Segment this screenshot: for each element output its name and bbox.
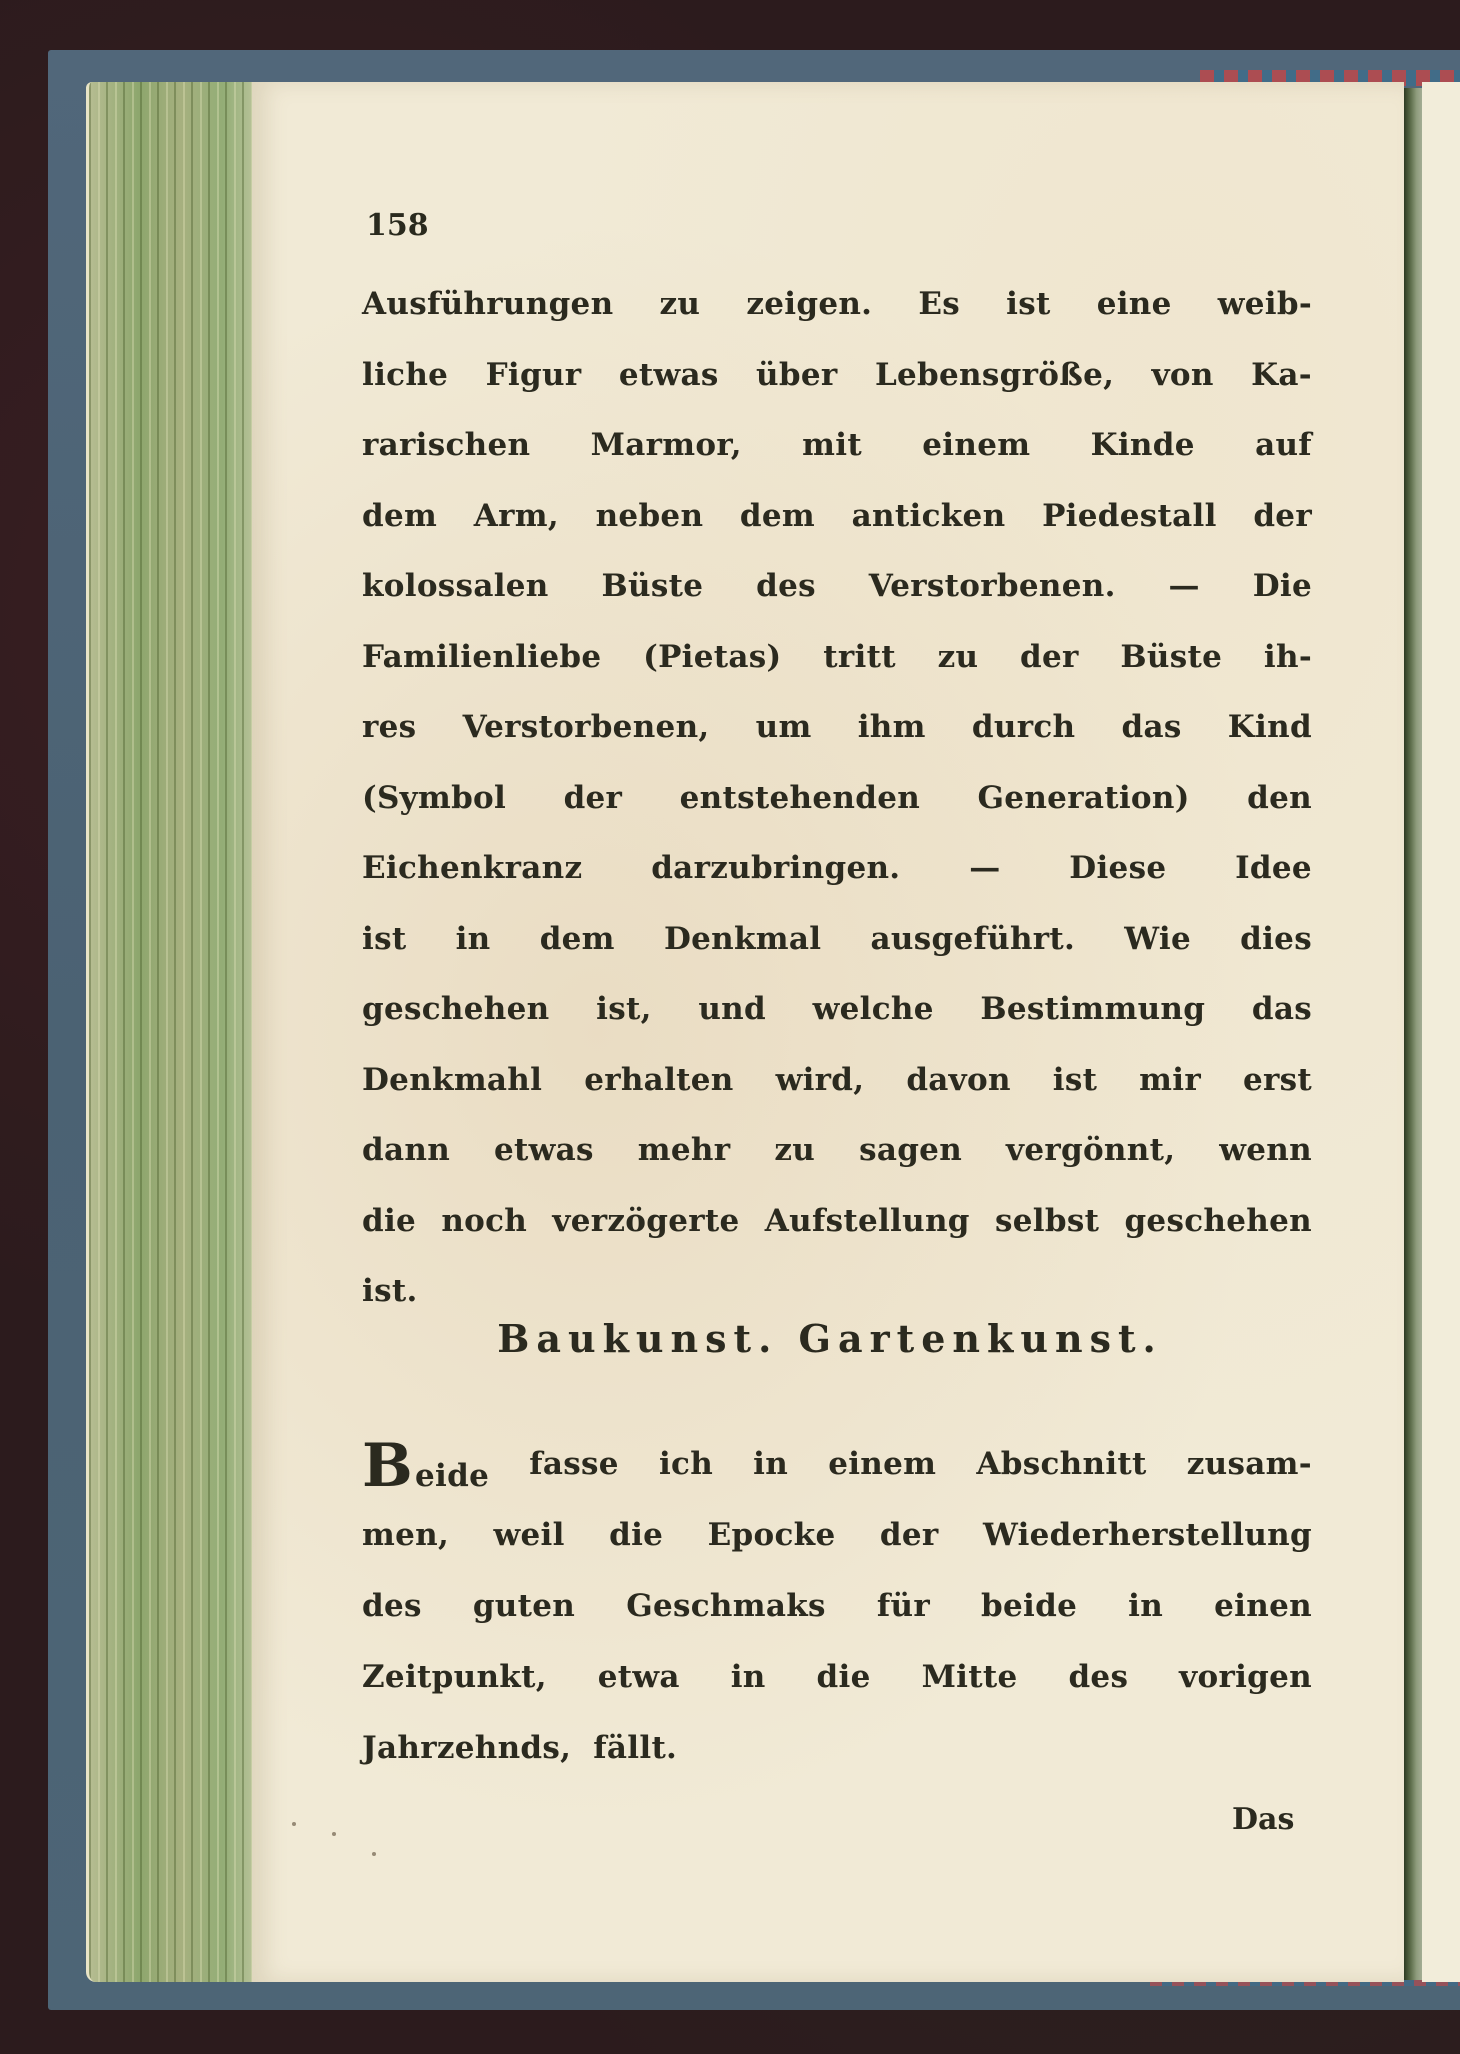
word: Kinde (1090, 427, 1195, 463)
word: ist (1052, 1061, 1098, 1098)
word: um (755, 709, 812, 745)
word: Die (1252, 568, 1312, 604)
word: selbst (995, 1202, 1100, 1239)
word: fällt. (593, 1730, 678, 1766)
word: Familienliebe (362, 638, 602, 675)
word: Bestimmung (980, 991, 1206, 1027)
word: etwas (494, 1132, 594, 1168)
word: die (609, 1517, 664, 1553)
text-line (362, 780, 1312, 840)
word: noch (441, 1202, 528, 1239)
text-line (362, 1517, 1312, 1577)
book-gutter (1404, 88, 1422, 1980)
word: ausgeführt. (870, 920, 1076, 957)
word: der (563, 779, 623, 816)
word: der (1020, 638, 1079, 675)
text-line (362, 991, 1312, 1051)
word: die (816, 1659, 871, 1695)
word: einem (828, 1446, 937, 1482)
word: kolossalen (362, 568, 549, 604)
word: — (969, 850, 1001, 886)
word: Epocke (707, 1517, 836, 1553)
word: der (879, 1517, 939, 1553)
word: in (753, 1446, 789, 1482)
word: Kind (1227, 709, 1312, 745)
word: das (1251, 991, 1312, 1027)
word: Mitte (921, 1659, 1018, 1695)
word: ist (362, 920, 407, 957)
text-line (362, 850, 1312, 910)
word: Lebensgröße, (874, 356, 1115, 393)
word: Generation) (977, 779, 1190, 816)
text-line (362, 357, 1312, 417)
word: Verstorbenen, (462, 709, 710, 745)
word: ich (658, 1446, 714, 1482)
word: Beide (362, 1431, 490, 1501)
word: etwas (618, 356, 719, 393)
word: — (1168, 568, 1200, 604)
word: mir (1139, 1061, 1201, 1098)
word: zusam- (1186, 1446, 1312, 1482)
right-page-edge (1422, 82, 1460, 1982)
text-line (362, 1659, 1312, 1719)
word: mit (802, 427, 862, 463)
word: den (1247, 779, 1312, 816)
word: rarischen (362, 427, 531, 463)
word: der (1253, 497, 1312, 534)
word: von (1151, 356, 1214, 393)
word: weil (493, 1517, 565, 1553)
word: eine (1096, 286, 1172, 322)
drop-cap: B (362, 1431, 414, 1501)
word: Denkmahl (362, 1061, 543, 1098)
text-line (362, 427, 1312, 487)
word: Denkmal (663, 920, 822, 957)
word: des (756, 568, 816, 604)
word: entstehenden (679, 779, 921, 816)
word: anticken (851, 497, 1006, 534)
word: dies (1240, 920, 1312, 957)
word: zu (774, 1132, 816, 1168)
word: tritt (823, 638, 896, 675)
word: darzubringen. (651, 850, 901, 886)
word: Verstorbenen. (868, 568, 1116, 604)
word: des (362, 1588, 422, 1624)
text-line (362, 1132, 1312, 1192)
word: zeigen. (746, 286, 873, 322)
word: für (876, 1588, 930, 1624)
word: Geschmaks (626, 1588, 826, 1624)
word: dann (362, 1132, 451, 1168)
section-heading: Baukunst. Gartenkunst. (497, 1316, 1163, 1361)
word: Marmor, (590, 427, 742, 463)
word: in (730, 1659, 766, 1695)
word: einem (922, 427, 1031, 463)
page-edges-stack (86, 82, 256, 1982)
word: zu (937, 638, 979, 675)
word: einen (1214, 1588, 1312, 1624)
word: weib- (1217, 286, 1312, 322)
text-line (362, 1062, 1312, 1122)
word: ih- (1263, 638, 1312, 675)
word: wird, (775, 1061, 865, 1098)
word: neben (595, 497, 704, 534)
word: geschehen (1124, 1202, 1312, 1239)
word: zu (659, 286, 701, 322)
word: Wie (1124, 920, 1191, 957)
word: in (455, 920, 491, 957)
word: erst (1242, 1061, 1312, 1098)
word: res (362, 709, 417, 745)
word: Jahrzehnds, (362, 1730, 572, 1766)
word: fasse (529, 1446, 619, 1482)
text-line (362, 1730, 1312, 1790)
word: über (756, 356, 838, 393)
paper-fleck (372, 1852, 376, 1856)
word: ist. (362, 1273, 418, 1309)
word: Zeitpunkt, (362, 1659, 547, 1695)
paper-fleck (332, 1832, 336, 1836)
word: in (1128, 1588, 1164, 1624)
word: (Pietas) (643, 638, 782, 675)
word: die (362, 1202, 417, 1239)
word: Ausführungen (362, 286, 614, 322)
word: Piedestall (1042, 497, 1217, 534)
word: beide (981, 1588, 1078, 1624)
word: Abschnitt (976, 1446, 1147, 1482)
word: des (1068, 1659, 1129, 1695)
word: das (1121, 709, 1182, 745)
word: men, (362, 1517, 450, 1553)
word: liche (362, 356, 449, 393)
text-line (362, 1431, 1312, 1506)
text-line (362, 286, 1312, 346)
word: ist (1006, 286, 1051, 322)
word: mehr (637, 1132, 731, 1168)
text-line (362, 709, 1312, 769)
word: (Symbol (362, 779, 507, 816)
word: Aufstellung (764, 1202, 970, 1239)
word: guten (472, 1588, 576, 1624)
word: auf (1255, 427, 1312, 463)
word: Büste (1120, 638, 1223, 675)
page-number: 158 (366, 208, 429, 243)
word: ihm (857, 709, 926, 745)
text-line (362, 921, 1312, 981)
text-line (362, 498, 1312, 558)
word: welche (812, 991, 934, 1027)
word: dem (539, 920, 615, 957)
word: davon (906, 1061, 1011, 1098)
word: dem (739, 497, 816, 534)
word: Figur (485, 356, 582, 393)
word: Diese (1069, 850, 1167, 886)
word: Es (918, 286, 961, 322)
text-line (362, 639, 1312, 699)
text-line (362, 1203, 1312, 1263)
word: Eichenkranz (362, 850, 583, 886)
text-line (362, 1588, 1312, 1648)
word: vergönnt, (1006, 1132, 1176, 1168)
text-line (362, 568, 1312, 628)
word: wenn (1219, 1132, 1312, 1168)
word: etwa (597, 1659, 680, 1695)
word: Ka- (1251, 356, 1312, 393)
word: geschehen (362, 991, 550, 1027)
word: Wiederherstellung (983, 1517, 1312, 1553)
word: vorigen (1179, 1659, 1312, 1695)
paper-fleck (292, 1822, 296, 1826)
word: Büste (601, 568, 704, 604)
word: Arm, (473, 497, 559, 534)
catchword: Das (1232, 1802, 1295, 1837)
word: dem (362, 497, 438, 534)
word: verzögerte (552, 1202, 740, 1239)
word: erhalten (584, 1061, 734, 1098)
word: durch (971, 709, 1076, 745)
word: und (698, 991, 766, 1027)
word: ist, (596, 991, 652, 1027)
word: sagen (859, 1132, 963, 1168)
word: Idee (1235, 850, 1312, 886)
